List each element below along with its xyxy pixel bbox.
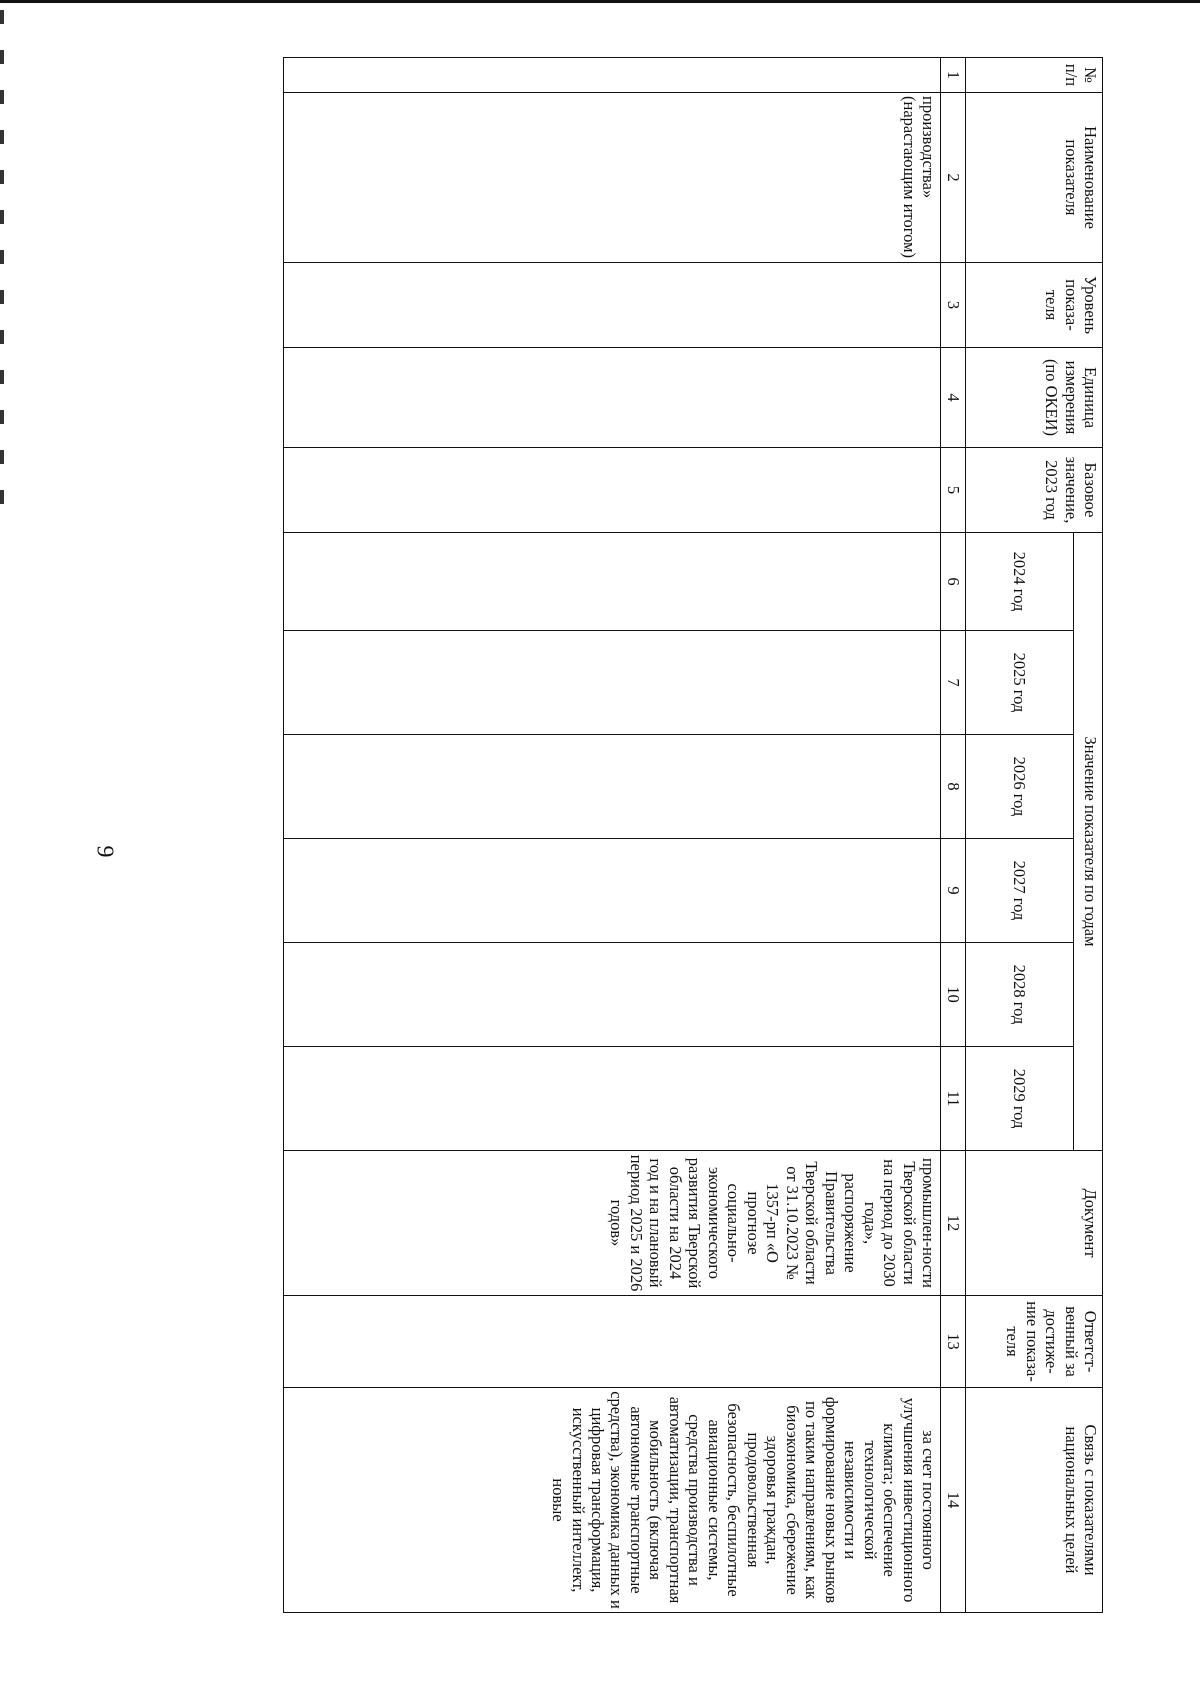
header-document: Документ: [966, 1151, 1103, 1296]
page-top-border: [0, 0, 1200, 3]
column-number: 6: [941, 533, 966, 631]
cell-year-2027: [284, 839, 941, 943]
header-base-value: Базовое значение, 2023 год: [966, 448, 1103, 533]
header-year-2024: 2024 год: [966, 533, 1074, 631]
column-number: 4: [941, 348, 966, 448]
header-row-1: [1074, 58, 1103, 1613]
column-number: 13: [941, 1296, 966, 1388]
column-number-row: [941, 58, 966, 1613]
page-number: 9: [91, 845, 118, 858]
header-indicator-level: Уровень показа-теля: [966, 263, 1103, 348]
cell-unit: [284, 348, 941, 448]
cell-number: [284, 58, 941, 93]
column-number: 14: [941, 1388, 966, 1613]
header-responsible: Ответст-венный за достиже-ние показа-теля: [966, 1296, 1103, 1388]
cell-year-2028: [284, 943, 941, 1047]
cell-responsible: [284, 1296, 941, 1388]
cell-base-value: [284, 448, 941, 533]
cell-year-2026: [284, 735, 941, 839]
column-number: 8: [941, 735, 966, 839]
cell-national-goals: за счет постоянного улучшения инвестиционного климата; обеспечение технологической независимости и формирование новых рынков по таким направлениям, как биоэкономика, сбережение здоровья граждан, продовольственная безопасность, беспилотные авиационные системы, средства производства и автоматизации, транспортная мобильность (включая автономные транспортные средства), экономика данных и цифровая трансформация, искусственный интеллект, новые: [284, 1388, 941, 1613]
cell-year-2024: [284, 533, 941, 631]
scan-edge-marks: [0, 10, 4, 530]
column-number: 3: [941, 263, 966, 348]
cell-indicator-name: производства» (нарастающим итогом): [284, 93, 941, 263]
header-number: № п/п: [966, 58, 1103, 93]
header-year-2029: 2029 год: [966, 1047, 1074, 1151]
header-years-group: Значение показателя по годам: [1074, 533, 1103, 1151]
column-number: 2: [941, 93, 966, 263]
column-number: 5: [941, 448, 966, 533]
table-row: [284, 58, 941, 1613]
header-year-2028: 2028 год: [966, 943, 1074, 1047]
cell-year-2025: [284, 631, 941, 735]
header-indicator-name: Наименование показателя: [966, 93, 1103, 263]
indicators-table: [283, 57, 1103, 1613]
cell-document: промышлен-ности Тверской области на период до 2030 года», распоряжение Правительства Тверской области от 31.10.2023 № 1357-рп «О прогнозе социально-экономического развития Тверской области на 2024 год и на плановый период 2025 и 2026 годов»: [284, 1151, 941, 1296]
cell-year-2029: [284, 1047, 941, 1151]
header-year-2026: 2026 год: [966, 735, 1074, 839]
column-number: 10: [941, 943, 966, 1047]
column-number: 7: [941, 631, 966, 735]
header-year-2025: 2025 год: [966, 631, 1074, 735]
header-unit: Единица измерения (по ОКЕИ): [966, 348, 1103, 448]
column-number: 11: [941, 1047, 966, 1151]
column-number: 9: [941, 839, 966, 943]
column-number: 12: [941, 1151, 966, 1296]
rotated-page: [188, 12, 1118, 1692]
header-year-2027: 2027 год: [966, 839, 1074, 943]
header-national-goals: Связь с показателями национальных целей: [966, 1388, 1103, 1613]
column-number: 1: [941, 58, 966, 93]
cell-indicator-level: [284, 263, 941, 348]
